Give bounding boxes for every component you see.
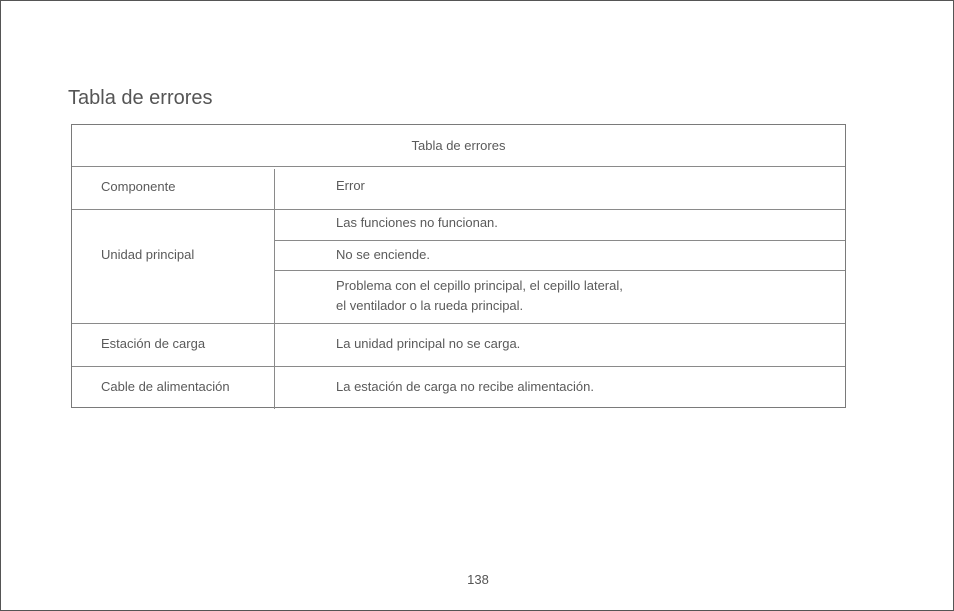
row-divider (72, 166, 845, 167)
header-error: Error (336, 178, 365, 193)
table-caption: Tabla de errores (411, 138, 506, 153)
row-divider (275, 270, 845, 271)
component-cell: Unidad principal (101, 247, 195, 262)
error-cell: La estación de carga no recibe alimentación. (336, 379, 594, 394)
component-cell: Cable de alimentación (101, 379, 230, 394)
row-divider (72, 323, 845, 324)
page-number: 138 (467, 572, 489, 587)
error-cell: No se enciende. (336, 247, 430, 262)
row-divider (275, 240, 845, 241)
row-divider (72, 209, 845, 210)
header-component: Componente (101, 179, 176, 194)
error-cell: Problema con el cepillo principal, el cepillo lateral, (336, 278, 623, 293)
component-cell: Estación de carga (101, 336, 206, 351)
section-title: Tabla de errores (68, 87, 213, 109)
row-divider (72, 366, 845, 367)
error-cell: La unidad principal no se carga. (336, 336, 521, 351)
error-cell: Las funciones no funcionan. (336, 215, 498, 230)
error-cell: el ventilador o la rueda principal. (336, 298, 524, 313)
column-divider (274, 169, 275, 409)
error-table (71, 124, 846, 408)
